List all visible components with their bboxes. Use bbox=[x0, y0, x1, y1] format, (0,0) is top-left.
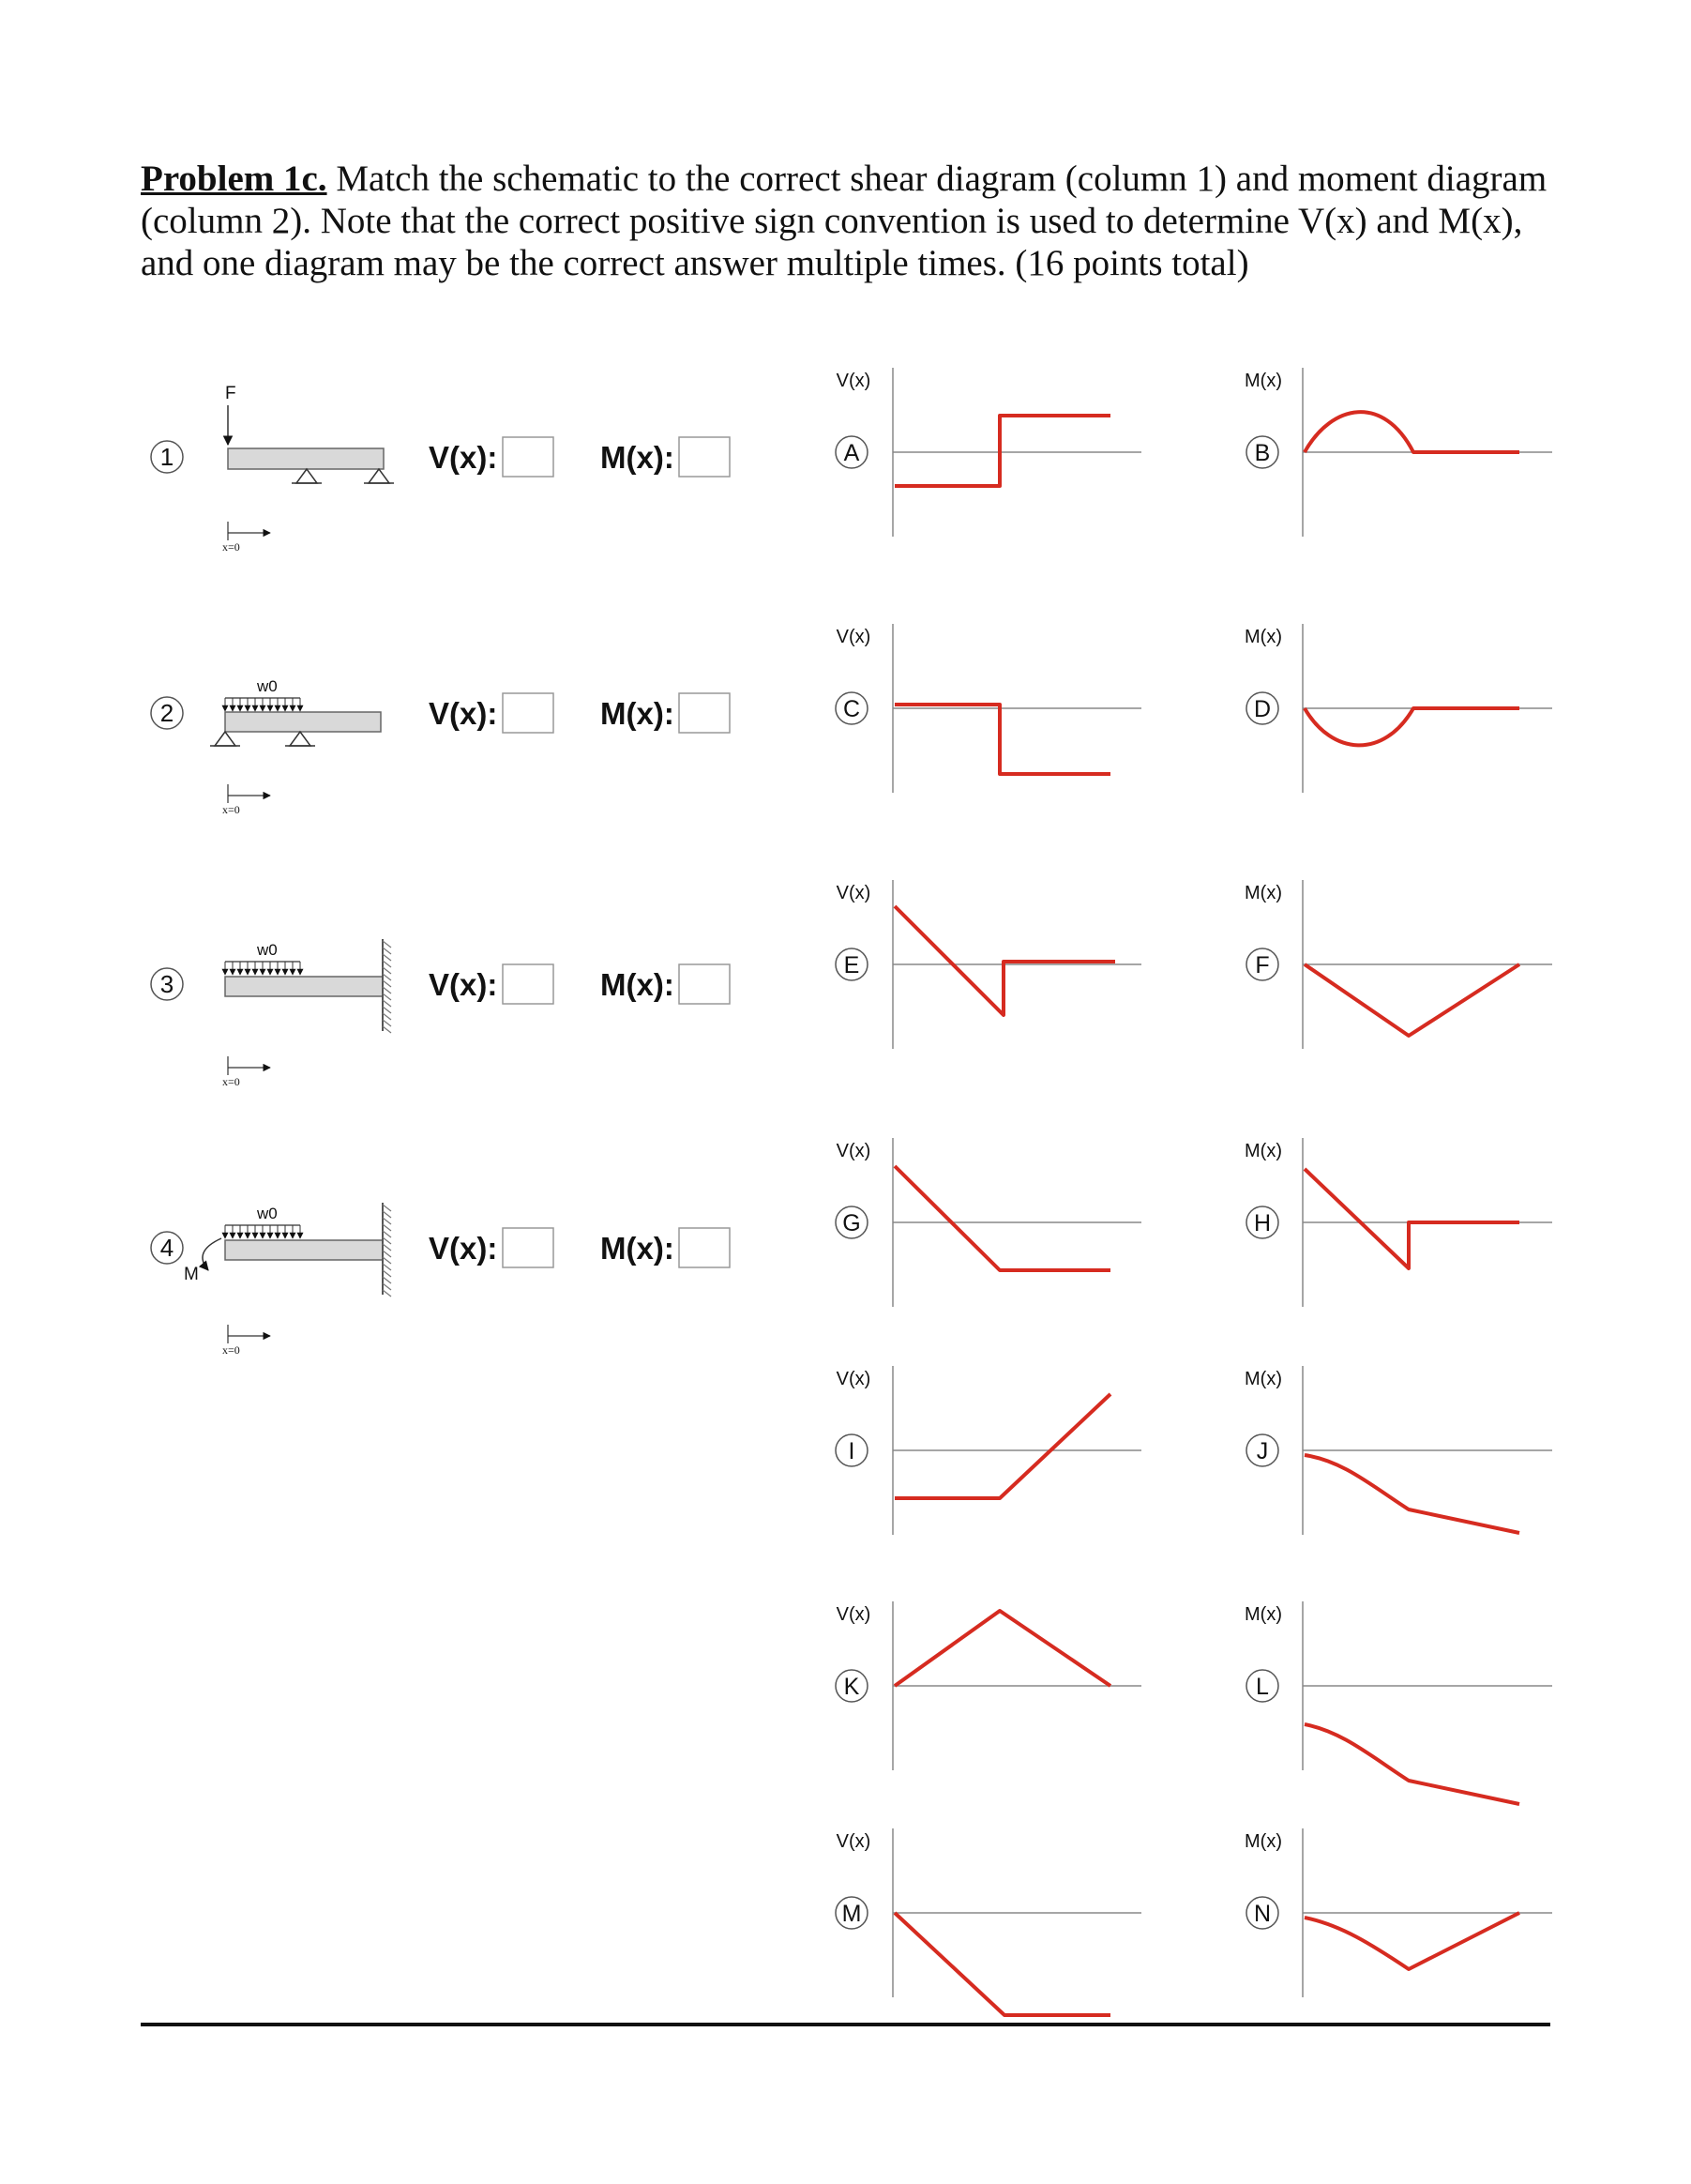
origin-label: x=0 bbox=[222, 540, 240, 554]
schematic-1 bbox=[151, 384, 730, 554]
beam bbox=[228, 448, 384, 469]
moment-letter: H bbox=[1253, 1210, 1272, 1236]
shear-answer-label: V(x): bbox=[429, 440, 498, 475]
shear-axis-label: V(x) bbox=[836, 1141, 871, 1161]
moment-axis-label: M(x) bbox=[1245, 883, 1282, 903]
moment-axis-label: M(x) bbox=[1245, 627, 1282, 647]
beam bbox=[225, 712, 381, 732]
wall-hatch bbox=[383, 1218, 391, 1224]
moment-curve bbox=[1305, 1724, 1519, 1804]
moment-letter: B bbox=[1254, 440, 1271, 466]
moment-diagram-H bbox=[1245, 1138, 1552, 1307]
load-label-w0: w0 bbox=[257, 1205, 278, 1222]
shear-diagram-K bbox=[836, 1601, 1141, 1770]
moment-answer-label: M(x): bbox=[600, 440, 674, 475]
moment-axis-label: M(x) bbox=[1245, 371, 1282, 391]
moment-curve bbox=[1305, 1169, 1519, 1268]
shear-curve bbox=[895, 1913, 1110, 2015]
shear-letter: C bbox=[842, 696, 861, 722]
wall-hatch bbox=[383, 1277, 391, 1283]
shear-answer-box[interactable] bbox=[503, 964, 553, 1004]
problem-title: Problem 1c. bbox=[141, 159, 327, 199]
pin-support bbox=[290, 732, 310, 746]
load-label-w0: w0 bbox=[257, 677, 278, 695]
origin-label: x=0 bbox=[222, 1343, 240, 1357]
shear-axis-label: V(x) bbox=[836, 1369, 871, 1389]
pin-support bbox=[296, 469, 317, 483]
wall-hatch bbox=[383, 1257, 391, 1264]
shear-answer-box[interactable] bbox=[503, 1228, 553, 1267]
wall-hatch bbox=[383, 1020, 391, 1026]
moment-diagram-F bbox=[1245, 880, 1552, 1049]
moment-letter: N bbox=[1253, 1901, 1272, 1927]
moment-answer-box[interactable] bbox=[679, 693, 730, 733]
wall-hatch bbox=[383, 993, 391, 1000]
origin-label: x=0 bbox=[222, 1075, 240, 1088]
moment-answer-label: M(x): bbox=[600, 1231, 674, 1266]
wall-hatch bbox=[383, 967, 391, 974]
moment-diagram-L bbox=[1245, 1601, 1552, 1804]
beam bbox=[225, 1240, 383, 1260]
shear-letter: K bbox=[843, 1674, 860, 1700]
wall-hatch bbox=[383, 1211, 391, 1218]
schematics-layer bbox=[151, 384, 730, 1357]
schematic-number: 1 bbox=[159, 443, 174, 471]
shear-letter: M bbox=[841, 1901, 862, 1927]
moment-curve bbox=[1305, 708, 1519, 745]
wall-hatch bbox=[383, 948, 391, 954]
wall-hatch bbox=[383, 1007, 391, 1013]
shear-letter: A bbox=[843, 440, 860, 466]
wall-hatch bbox=[383, 1290, 391, 1297]
shear-diagram-G bbox=[836, 1138, 1141, 1307]
schematic-number: 3 bbox=[159, 970, 174, 998]
moment-axis-label: M(x) bbox=[1245, 1141, 1282, 1161]
moment-diagram-B bbox=[1245, 368, 1552, 537]
wall-hatch bbox=[383, 1244, 391, 1251]
shear-curve bbox=[895, 906, 1115, 1015]
applied-moment-arrow bbox=[203, 1238, 221, 1270]
shear-curve bbox=[895, 1394, 1110, 1498]
shear-answer-label: V(x): bbox=[429, 696, 498, 731]
point-load-label: F bbox=[225, 384, 236, 403]
shear-diagram-M bbox=[836, 1828, 1141, 2015]
wall-hatch bbox=[383, 1231, 391, 1237]
wall-hatch bbox=[383, 1283, 391, 1290]
shear-curve bbox=[895, 416, 1110, 486]
moment-diagram-J bbox=[1245, 1366, 1552, 1535]
wall-hatch bbox=[383, 1000, 391, 1007]
moment-diagram-N bbox=[1245, 1828, 1552, 1997]
wall-hatch bbox=[383, 980, 391, 987]
moment-axis-label: M(x) bbox=[1245, 1604, 1282, 1625]
shear-answer-box[interactable] bbox=[503, 693, 553, 733]
origin-label: x=0 bbox=[222, 803, 240, 816]
problem-text: Match the schematic to the correct shear diagram (column 1) and moment diagram (column 2). Note that the correct positive sign convention is used to determine V(x) and M(x), and one diagram may be the correct answer multiple times. (16 points total) bbox=[141, 159, 1548, 283]
wall-hatch bbox=[383, 1251, 391, 1257]
load-label-w0: w0 bbox=[257, 941, 278, 959]
moment-answer-box[interactable] bbox=[679, 437, 730, 477]
shear-answer-label: V(x): bbox=[429, 967, 498, 1002]
schematic-3 bbox=[151, 939, 730, 1088]
moment-axis-label: M(x) bbox=[1245, 1369, 1282, 1389]
bottom-rule bbox=[141, 2023, 1550, 2026]
shear-diagram-E bbox=[836, 880, 1141, 1049]
applied-moment-label: M bbox=[184, 1265, 199, 1284]
pin-support bbox=[215, 732, 235, 746]
moment-answer-box[interactable] bbox=[679, 964, 730, 1004]
moment-answer-label: M(x): bbox=[600, 696, 674, 731]
shear-diagram-I bbox=[836, 1366, 1141, 1535]
moment-letter: F bbox=[1255, 952, 1270, 978]
schematic-number: 2 bbox=[159, 699, 174, 727]
wall-hatch bbox=[383, 1013, 391, 1020]
schematic-4 bbox=[151, 1203, 730, 1357]
wall-hatch bbox=[383, 1224, 391, 1231]
moment-letter: L bbox=[1256, 1674, 1269, 1700]
shear-axis-label: V(x) bbox=[836, 627, 871, 647]
shear-diagram-C bbox=[836, 624, 1141, 793]
moment-curve bbox=[1305, 1455, 1519, 1533]
shear-diagram-A bbox=[836, 368, 1141, 537]
wall-hatch bbox=[383, 961, 391, 967]
wall-hatch bbox=[383, 974, 391, 980]
moment-answer-box[interactable] bbox=[679, 1228, 730, 1267]
shear-letter: I bbox=[848, 1438, 855, 1464]
shear-letter: G bbox=[842, 1210, 861, 1236]
wall-hatch bbox=[383, 1264, 391, 1270]
shear-answer-box[interactable] bbox=[503, 437, 553, 477]
beam bbox=[225, 977, 383, 996]
shear-curve bbox=[895, 1611, 1110, 1686]
shear-axis-label: V(x) bbox=[836, 883, 871, 903]
shear-axis-label: V(x) bbox=[836, 371, 871, 391]
moment-curve bbox=[1305, 412, 1519, 452]
shear-answer-label: V(x): bbox=[429, 1231, 498, 1266]
moment-axis-label: M(x) bbox=[1245, 1831, 1282, 1852]
moment-answer-label: M(x): bbox=[600, 967, 674, 1002]
shear-axis-label: V(x) bbox=[836, 1831, 871, 1852]
wall-hatch bbox=[383, 941, 391, 948]
wall-hatch bbox=[383, 1270, 391, 1277]
shear-letter: E bbox=[843, 952, 860, 978]
shear-curve bbox=[895, 705, 1110, 774]
wall-hatch bbox=[383, 954, 391, 961]
moment-letter: D bbox=[1253, 696, 1272, 722]
shear-axis-label: V(x) bbox=[836, 1604, 871, 1625]
wall-hatch bbox=[383, 987, 391, 993]
moment-curve bbox=[1305, 964, 1519, 1036]
moment-letter: J bbox=[1256, 1438, 1269, 1464]
schematic-number: 4 bbox=[159, 1234, 174, 1262]
moment-curve bbox=[1305, 1913, 1519, 1969]
moment-diagram-D bbox=[1245, 624, 1552, 793]
wall-hatch bbox=[383, 1205, 391, 1211]
schematic-2 bbox=[151, 677, 730, 816]
wall-hatch bbox=[383, 1237, 391, 1244]
wall-hatch bbox=[383, 1026, 391, 1033]
moment-diagrams bbox=[1245, 368, 1552, 1997]
shear-curve bbox=[895, 1166, 1110, 1270]
pin-support bbox=[369, 469, 389, 483]
shear-diagrams bbox=[836, 368, 1141, 2015]
